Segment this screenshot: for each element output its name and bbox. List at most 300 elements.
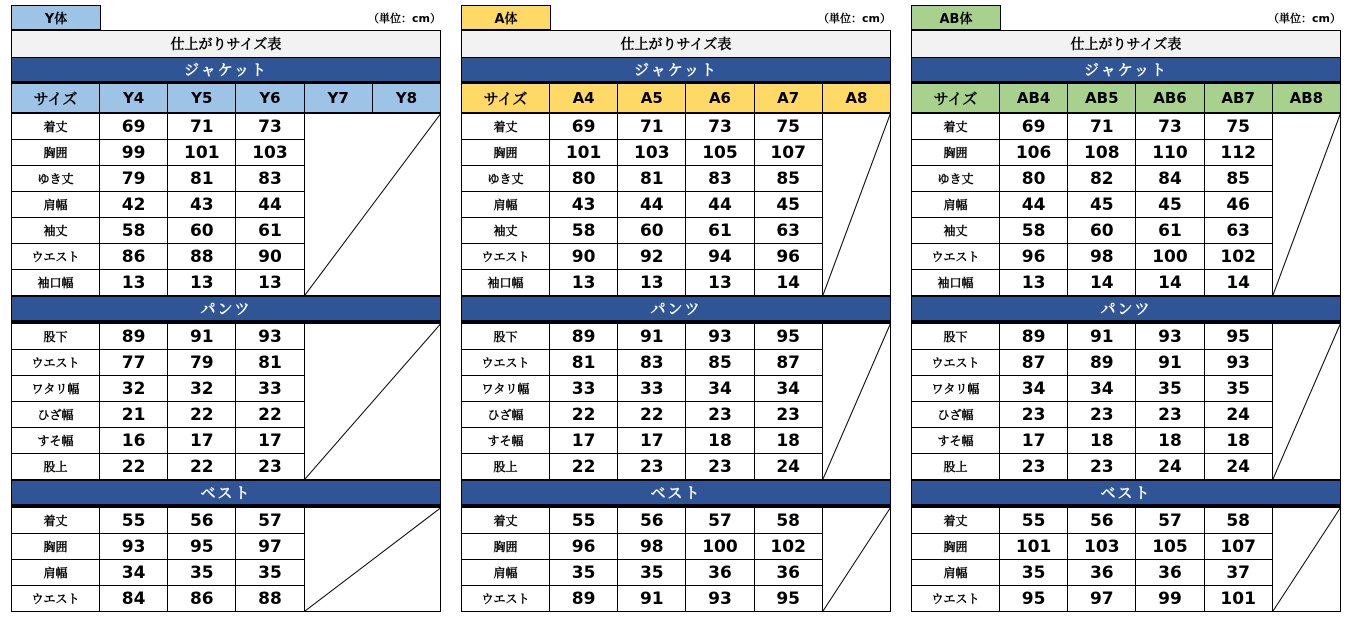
measurement-value: 55 — [1000, 507, 1068, 534]
measurement-value: 86 — [168, 586, 236, 612]
pants-table — [911, 322, 1341, 480]
measurement-value: 96 — [1000, 244, 1068, 270]
measurement-value: 23 — [686, 454, 754, 480]
not-available-cell — [822, 323, 890, 480]
measurement-label: ウエスト — [462, 244, 550, 270]
measurement-value: 57 — [1136, 507, 1204, 534]
measurement-value: 18 — [1136, 428, 1204, 454]
measurement-value: 13 — [550, 270, 618, 296]
measurement-value: 71 — [1068, 113, 1136, 140]
measurement-value: 89 — [100, 323, 168, 350]
measurement-value: 34 — [754, 376, 822, 402]
vest-table — [911, 506, 1341, 612]
size-header-cell: AB4 — [1000, 84, 1068, 114]
measurement-label: 股上 — [12, 454, 100, 480]
measurement-value: 45 — [1136, 192, 1204, 218]
size-panel — [911, 5, 1341, 612]
measurement-value: 24 — [754, 454, 822, 480]
size-header-label: サイズ — [12, 84, 100, 114]
measurement-value: 102 — [1204, 244, 1272, 270]
measurement-value: 95 — [754, 586, 822, 612]
measurement-value: 91 — [1068, 323, 1136, 350]
measurement-value: 24 — [1204, 402, 1272, 428]
measurement-label: ひざ幅 — [462, 402, 550, 428]
measurement-value: 98 — [618, 534, 686, 560]
measurement-value: 35 — [1204, 376, 1272, 402]
jacket-table — [461, 83, 891, 296]
size-header-cell: Y8 — [372, 84, 440, 114]
not-available-cell — [1272, 113, 1340, 296]
measurement-value: 55 — [100, 507, 168, 534]
measurement-value: 37 — [1204, 560, 1272, 586]
measurement-value: 95 — [1204, 323, 1272, 350]
measurement-label: ひざ幅 — [912, 402, 1000, 428]
measurement-label: ゆき丈 — [912, 166, 1000, 192]
measurement-value: 100 — [1136, 244, 1204, 270]
section-vest: ベスト — [911, 480, 1341, 506]
measurement-value: 23 — [236, 454, 304, 480]
measurement-value: 17 — [236, 428, 304, 454]
measurement-value: 101 — [1000, 534, 1068, 560]
measurement-value: 18 — [754, 428, 822, 454]
panel-header — [11, 5, 441, 30]
size-header-cell: Y6 — [236, 84, 304, 114]
jacket-table — [11, 83, 441, 296]
measurement-value: 16 — [100, 428, 168, 454]
measurement-value: 61 — [686, 218, 754, 244]
size-header-cell: A7 — [754, 84, 822, 114]
measurement-label: 肩幅 — [912, 192, 1000, 218]
measurement-label: 袖丈 — [12, 218, 100, 244]
measurement-value: 87 — [1000, 350, 1068, 376]
measurement-value: 95 — [1000, 586, 1068, 612]
measurement-value: 35 — [1000, 560, 1068, 586]
measurement-label: ウエスト — [12, 586, 100, 612]
measurement-value: 89 — [1000, 323, 1068, 350]
measurement-value: 85 — [754, 166, 822, 192]
measurement-label: 袖丈 — [912, 218, 1000, 244]
measurement-label: ウエスト — [462, 350, 550, 376]
measurement-value: 102 — [754, 534, 822, 560]
table-row — [462, 507, 891, 534]
measurement-value: 101 — [1204, 586, 1272, 612]
measurement-label: 胸囲 — [462, 140, 550, 166]
measurement-value: 69 — [100, 113, 168, 140]
measurement-value: 35 — [550, 560, 618, 586]
measurement-value: 95 — [754, 323, 822, 350]
measurement-label: すそ幅 — [462, 428, 550, 454]
table-row — [462, 113, 891, 140]
measurement-label: 着丈 — [462, 507, 550, 534]
measurement-value: 91 — [618, 323, 686, 350]
measurement-label: 肩幅 — [12, 560, 100, 586]
section-jacket: ジャケット — [11, 57, 441, 83]
measurement-value: 79 — [100, 166, 168, 192]
measurement-value: 91 — [168, 323, 236, 350]
measurement-label: すそ幅 — [12, 428, 100, 454]
measurement-value: 95 — [168, 534, 236, 560]
size-header-cell: Y7 — [304, 84, 372, 114]
body-type-tag: A体 — [461, 5, 551, 30]
measurement-value: 94 — [686, 244, 754, 270]
panel-header — [461, 5, 891, 30]
measurement-value: 23 — [754, 402, 822, 428]
size-header-cell: Y4 — [100, 84, 168, 114]
measurement-value: 35 — [168, 560, 236, 586]
measurement-value: 93 — [686, 323, 754, 350]
measurement-value: 97 — [1068, 586, 1136, 612]
measurement-label: ひざ幅 — [12, 402, 100, 428]
measurement-value: 93 — [1136, 323, 1204, 350]
measurement-value: 58 — [100, 218, 168, 244]
measurement-value: 69 — [550, 113, 618, 140]
measurement-value: 89 — [1068, 350, 1136, 376]
measurement-value: 103 — [1068, 534, 1136, 560]
measurement-label: 着丈 — [912, 113, 1000, 140]
measurement-value: 107 — [754, 140, 822, 166]
measurement-value: 22 — [550, 454, 618, 480]
measurement-value: 23 — [1000, 402, 1068, 428]
measurement-value: 22 — [236, 402, 304, 428]
measurement-value: 81 — [236, 350, 304, 376]
size-header-label: サイズ — [462, 84, 550, 114]
measurement-value: 88 — [168, 244, 236, 270]
measurement-value: 61 — [236, 218, 304, 244]
measurement-value: 33 — [618, 376, 686, 402]
measurement-label: ワタリ幅 — [912, 376, 1000, 402]
size-header-cell: AB6 — [1136, 84, 1204, 114]
jacket-table — [911, 83, 1341, 296]
measurement-value: 98 — [1068, 244, 1136, 270]
measurement-value: 17 — [618, 428, 686, 454]
measurement-value: 80 — [1000, 166, 1068, 192]
size-header-row — [12, 84, 441, 114]
measurement-value: 44 — [236, 192, 304, 218]
measurement-label: 袖口幅 — [912, 270, 1000, 296]
measurement-value: 93 — [686, 586, 754, 612]
measurement-label: 胸囲 — [912, 534, 1000, 560]
measurement-label: ウエスト — [12, 244, 100, 270]
panel-header — [911, 5, 1341, 30]
measurement-value: 44 — [686, 192, 754, 218]
measurement-label: 着丈 — [912, 507, 1000, 534]
vest-table — [461, 506, 891, 612]
measurement-value: 57 — [236, 507, 304, 534]
unit-note: （単位：cm） — [818, 12, 891, 25]
measurement-value: 33 — [236, 376, 304, 402]
section-vest: ベスト — [11, 480, 441, 506]
measurement-value: 92 — [618, 244, 686, 270]
measurement-value: 13 — [236, 270, 304, 296]
measurement-value: 21 — [100, 402, 168, 428]
measurement-value: 110 — [1136, 140, 1204, 166]
table-row — [12, 507, 441, 534]
chart-title: 仕上がりサイズ表 — [911, 30, 1341, 57]
measurement-value: 22 — [168, 402, 236, 428]
measurement-value: 71 — [168, 113, 236, 140]
measurement-value: 46 — [1204, 192, 1272, 218]
table-row — [12, 323, 441, 350]
measurement-label: すそ幅 — [912, 428, 1000, 454]
measurement-label: 着丈 — [12, 113, 100, 140]
measurement-value: 89 — [550, 586, 618, 612]
measurement-label: ゆき丈 — [462, 166, 550, 192]
not-available-cell — [822, 507, 890, 612]
measurement-value: 23 — [1068, 402, 1136, 428]
measurement-value: 34 — [686, 376, 754, 402]
measurement-value: 105 — [1136, 534, 1204, 560]
size-header-label: サイズ — [912, 84, 1000, 114]
size-header-cell: AB7 — [1204, 84, 1272, 114]
measurement-value: 58 — [1204, 507, 1272, 534]
size-header-cell: AB5 — [1068, 84, 1136, 114]
body-type-tag: AB体 — [911, 5, 1001, 30]
unit-note: （単位：cm） — [1268, 12, 1341, 25]
measurement-label: 袖口幅 — [12, 270, 100, 296]
measurement-value: 13 — [686, 270, 754, 296]
not-available-cell — [304, 507, 440, 612]
measurement-value: 96 — [550, 534, 618, 560]
measurement-value: 58 — [754, 507, 822, 534]
measurement-value: 77 — [100, 350, 168, 376]
measurement-value: 93 — [236, 323, 304, 350]
measurement-value: 43 — [550, 192, 618, 218]
size-panel — [461, 5, 891, 612]
measurement-label: 肩幅 — [462, 192, 550, 218]
measurement-value: 108 — [1068, 140, 1136, 166]
not-available-cell — [1272, 507, 1340, 612]
not-available-cell — [304, 323, 440, 480]
measurement-value: 13 — [100, 270, 168, 296]
measurement-label: 肩幅 — [462, 560, 550, 586]
measurement-value: 18 — [1068, 428, 1136, 454]
unit-note: （単位：cm） — [368, 12, 441, 25]
table-row — [462, 323, 891, 350]
table-row — [912, 507, 1341, 534]
measurement-label: ワタリ幅 — [462, 376, 550, 402]
measurement-label: 股下 — [912, 323, 1000, 350]
measurement-label: 股上 — [912, 454, 1000, 480]
measurement-value: 86 — [100, 244, 168, 270]
size-header-cell: A6 — [686, 84, 754, 114]
measurement-value: 107 — [1204, 534, 1272, 560]
measurement-value: 93 — [1204, 350, 1272, 376]
table-row — [912, 323, 1341, 350]
size-header-cell: A5 — [618, 84, 686, 114]
size-header-cell: A8 — [822, 84, 890, 114]
measurement-value: 71 — [618, 113, 686, 140]
measurement-label: ウエスト — [912, 244, 1000, 270]
pants-table — [461, 322, 891, 480]
measurement-value: 13 — [168, 270, 236, 296]
measurement-value: 17 — [550, 428, 618, 454]
measurement-value: 103 — [236, 140, 304, 166]
measurement-label: ウエスト — [912, 586, 1000, 612]
measurement-label: 股下 — [462, 323, 550, 350]
measurement-value: 63 — [754, 218, 822, 244]
measurement-value: 103 — [618, 140, 686, 166]
section-pants: パンツ — [11, 296, 441, 322]
measurement-value: 58 — [550, 218, 618, 244]
measurement-value: 81 — [168, 166, 236, 192]
chart-title: 仕上がりサイズ表 — [461, 30, 891, 57]
measurement-value: 84 — [1136, 166, 1204, 192]
measurement-value: 13 — [1000, 270, 1068, 296]
measurement-value: 23 — [1136, 402, 1204, 428]
section-vest: ベスト — [461, 480, 891, 506]
measurement-value: 57 — [686, 507, 754, 534]
measurement-value: 14 — [1068, 270, 1136, 296]
not-available-cell — [822, 113, 890, 296]
measurement-value: 81 — [550, 350, 618, 376]
measurement-value: 82 — [1068, 166, 1136, 192]
measurement-value: 93 — [100, 534, 168, 560]
measurement-value: 60 — [618, 218, 686, 244]
measurement-value: 44 — [1000, 192, 1068, 218]
measurement-value: 32 — [168, 376, 236, 402]
table-row — [12, 113, 441, 140]
measurement-label: ウエスト — [912, 350, 1000, 376]
measurement-label: 袖口幅 — [462, 270, 550, 296]
measurement-value: 73 — [236, 113, 304, 140]
measurement-value: 36 — [686, 560, 754, 586]
measurement-value: 22 — [550, 402, 618, 428]
measurement-value: 97 — [236, 534, 304, 560]
measurement-label: 胸囲 — [12, 140, 100, 166]
size-panel — [11, 5, 441, 612]
measurement-value: 112 — [1204, 140, 1272, 166]
measurement-value: 84 — [100, 586, 168, 612]
measurement-value: 17 — [168, 428, 236, 454]
measurement-value: 45 — [754, 192, 822, 218]
measurement-value: 91 — [618, 586, 686, 612]
section-jacket: ジャケット — [461, 57, 891, 83]
measurement-value: 75 — [754, 113, 822, 140]
pants-table — [11, 322, 441, 480]
measurement-value: 75 — [1204, 113, 1272, 140]
measurement-value: 22 — [100, 454, 168, 480]
measurement-value: 85 — [686, 350, 754, 376]
measurement-value: 91 — [1136, 350, 1204, 376]
measurement-value: 83 — [686, 166, 754, 192]
size-header-cell: AB8 — [1272, 84, 1340, 114]
measurement-value: 36 — [1136, 560, 1204, 586]
measurement-value: 36 — [754, 560, 822, 586]
measurement-value: 106 — [1000, 140, 1068, 166]
measurement-value: 34 — [1068, 376, 1136, 402]
not-available-cell — [304, 113, 440, 296]
measurement-value: 34 — [100, 560, 168, 586]
measurement-label: 袖丈 — [462, 218, 550, 244]
body-type-tag: Y体 — [11, 5, 101, 30]
measurement-label: ウエスト — [462, 586, 550, 612]
measurement-value: 23 — [618, 454, 686, 480]
measurement-label: 肩幅 — [912, 560, 1000, 586]
measurement-label: 胸囲 — [912, 140, 1000, 166]
measurement-label: ワタリ幅 — [12, 376, 100, 402]
measurement-value: 101 — [550, 140, 618, 166]
measurement-value: 73 — [686, 113, 754, 140]
measurement-value: 100 — [686, 534, 754, 560]
measurement-value: 14 — [754, 270, 822, 296]
measurement-value: 60 — [1068, 218, 1136, 244]
size-header-cell: A4 — [550, 84, 618, 114]
chart-title: 仕上がりサイズ表 — [11, 30, 441, 57]
measurement-value: 83 — [618, 350, 686, 376]
measurement-value: 79 — [168, 350, 236, 376]
measurement-value: 14 — [1136, 270, 1204, 296]
measurement-value: 23 — [686, 402, 754, 428]
measurement-value: 60 — [168, 218, 236, 244]
measurement-value: 99 — [100, 140, 168, 166]
not-available-cell — [1272, 323, 1340, 480]
measurement-value: 24 — [1204, 454, 1272, 480]
section-pants: パンツ — [461, 296, 891, 322]
measurement-label: 股下 — [12, 323, 100, 350]
measurement-value: 18 — [1204, 428, 1272, 454]
measurement-label: 股上 — [462, 454, 550, 480]
measurement-value: 58 — [1000, 218, 1068, 244]
measurement-value: 90 — [236, 244, 304, 270]
measurement-value: 90 — [550, 244, 618, 270]
measurement-value: 101 — [168, 140, 236, 166]
measurement-value: 88 — [236, 586, 304, 612]
measurement-value: 43 — [168, 192, 236, 218]
measurement-value: 63 — [1204, 218, 1272, 244]
section-jacket: ジャケット — [911, 57, 1341, 83]
measurement-value: 35 — [618, 560, 686, 586]
measurement-value: 81 — [618, 166, 686, 192]
vest-table — [11, 506, 441, 612]
measurement-value: 33 — [550, 376, 618, 402]
measurement-value: 23 — [1000, 454, 1068, 480]
measurement-value: 80 — [550, 166, 618, 192]
measurement-value: 69 — [1000, 113, 1068, 140]
measurement-label: 肩幅 — [12, 192, 100, 218]
measurement-label: 着丈 — [12, 507, 100, 534]
measurement-value: 96 — [754, 244, 822, 270]
measurement-value: 23 — [1068, 454, 1136, 480]
measurement-value: 34 — [1000, 376, 1068, 402]
measurement-value: 89 — [550, 323, 618, 350]
measurement-value: 14 — [1204, 270, 1272, 296]
measurement-value: 87 — [754, 350, 822, 376]
measurement-value: 42 — [100, 192, 168, 218]
measurement-value: 61 — [1136, 218, 1204, 244]
measurement-value: 32 — [100, 376, 168, 402]
measurement-value: 22 — [618, 402, 686, 428]
measurement-value: 83 — [236, 166, 304, 192]
measurement-label: 胸囲 — [12, 534, 100, 560]
size-header-row — [462, 84, 891, 114]
size-header-row — [912, 84, 1341, 114]
measurement-value: 45 — [1068, 192, 1136, 218]
measurement-value: 17 — [1000, 428, 1068, 454]
measurement-value: 55 — [550, 507, 618, 534]
table-row — [912, 113, 1341, 140]
measurement-value: 35 — [1136, 376, 1204, 402]
measurement-value: 56 — [168, 507, 236, 534]
measurement-value: 73 — [1136, 113, 1204, 140]
measurement-value: 56 — [1068, 507, 1136, 534]
measurement-value: 99 — [1136, 586, 1204, 612]
measurement-label: 胸囲 — [462, 534, 550, 560]
measurement-value: 13 — [618, 270, 686, 296]
measurement-value: 44 — [618, 192, 686, 218]
measurement-label: ゆき丈 — [12, 166, 100, 192]
measurement-value: 105 — [686, 140, 754, 166]
size-header-cell: Y5 — [168, 84, 236, 114]
